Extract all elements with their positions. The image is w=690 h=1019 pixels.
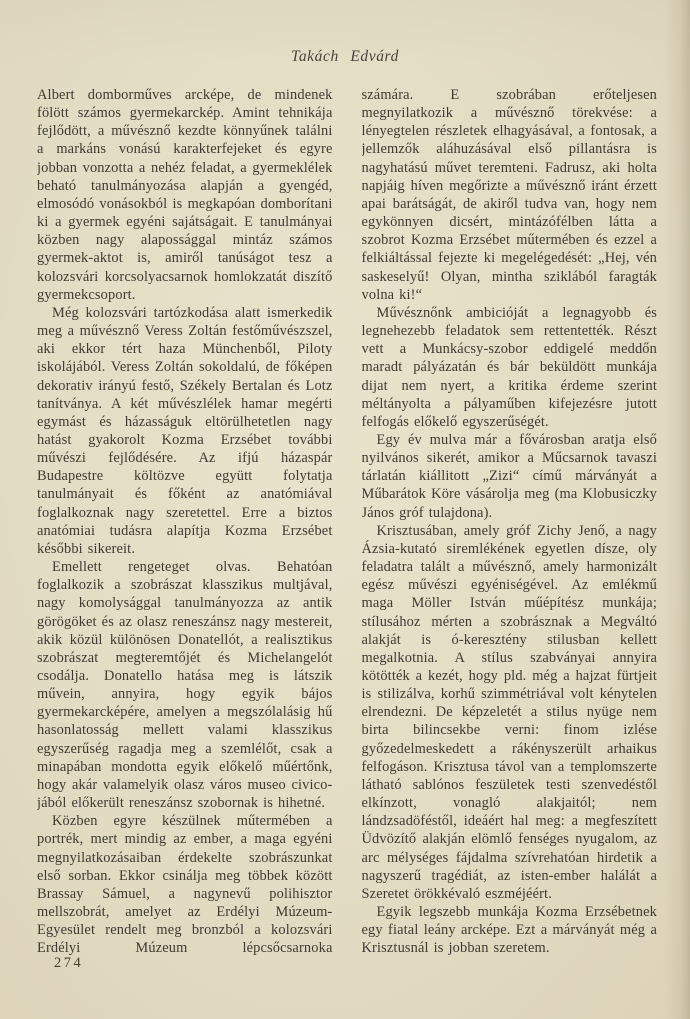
paragraph: Közben egyre készülnek műtermében a portrék, mert mindig az ember, a maga egyéni megnyilatkozásaiban érdekelte szobrászunkat első sorban. Ekkor csinálja meg többek között Brassay Sámuel, a nagynevű polihisztor mellszobrát, amelyet az Erdélyi Múzeum-Egyesület rendelt meg bronzból a kolozsvári Erdélyi Múzeum lépcsőcsarnoka [37, 813, 333, 957]
paragraph: számára. E szobrában erőteljesen megnyilatkozik a művésznő törekvése: a lényegtelen részletek elhagyásával, a fontosak, a jellemzők aláhuzásával első pillantásra is nagyhatású művet teremteni. Fadrusz, aki holta napjáig híven megőrizte a művésznő iránt érzett apai barátságát, de akiről tudva van, hogy nem egykönnyen dicsért, mintázófélben látta a szobrot Kozma Erzsébet műtermében és ezzel a felkiáltással fejezte ki megelégedését: „Hej, vén saskeselyű! Olyan, mintha sziklából faragták volna ki!“ [361, 87, 657, 303]
text-column-right [362, 86, 658, 963]
text-body [37, 86, 657, 963]
text-column-left [37, 86, 333, 963]
paragraph: Egyik legszebb munkája Kozma Erzsébetnek egy fiatal leány arcképe. Ezt a márványát még a Krisztusnál is jobban szeretem. [361, 904, 657, 957]
running-header: Takách Edvárd [291, 48, 399, 65]
paragraph: Egy év mulva már a fővárosban aratja első nyilvános sikerét, amikor a Műcsarnok tavaszi tárlatán kiállitott „Zizi“ című márványát a Műbarátok Köre vásárolja meg (ma Klobusiczky János gróf tulajdona). [361, 431, 657, 521]
paragraph: Még kolozsvári tartózkodása alatt ismerkedik meg a művésznő Veress Zoltán festőművészszel, aki ekkor tért haza Münchenből, Piloty iskolájából. Veress Zoltán sokoldalú, de főképen dekorativ irányú festő, Székely Bertalan és Lotz tanítványa. A két művészlélek hamar megérti egymást és házasságuk eltörülhetetlen nagy hatást gyakorolt Kozma Erzsébet további művészi fejlődésére. Az ifjú házaspár Budapestre költözve együtt folytatja tanulmányait és főként az anatómiával foglalkoznak nagy szeretettel. Erre a biztos anatómiai tudásra alapítja Kozma Erzsébet későbbi sikereit. [37, 304, 333, 557]
paragraph: Albert domborműves arcképe, de mindenek fölött számos gyermekarckép. Amint tehnikája fejlődött, a művésznő kezdte könnyűnek találni a markáns vonású karakterfejeket és egyre jobban vonzotta a nehéz feladat, a gyermeklélek beható tanulmányozása alapján a gyengéd, elmosódó vonásokból is megkapóan domborítani ki a gyermek egyéni sajátságait. E tanulmányai közben nagy alapossággal mintáz számos gyermek-aktot is, amiről tanúságot tesz a kolozsvári korcsolyacsarnok homlokzatát diszítő gyermekcsoport. [37, 87, 333, 303]
paragraph: Emellett rengeteget olvas. Behatóan foglalkozik a szobrászat klasszikus multjával, nagy komolysággal tanulmányozza az antik görögöket és az olasz reneszánsz nagy mestereit, akik közül különösen Donatellót, a realisztikus szobrászat megteremtőjét és Michelangelót csodálja. Donatello hatása meg is látszik művein, annyira, hogy egyik bájos gyermekarcképére, amelyen a megszólalásig hű hasonlatosság mellett valami klasszikus egyszerűség ragadja meg a szemlélőt, csak a minapában mondotta egyik előkelő műértőnk, hogy akár valamelyik olasz város museo civico-jából előkerült reneszánsz szobornak is hihetné. [37, 559, 333, 812]
paragraph: Krisztusában, amely gróf Zichy Jenő, a nagy Ázsia-kutató siremlékének egyetlen dísze, oly feladatra talált a művésznő, amely harmonizált egész művészi egyéniségével. Az emlékmű maga Möller István műépítész munkája; stílusához mérten a szobrásznak a Megváltó alakját is ó-keresztény stilusban kellett megalkotnia. A stílus szabványai annyira kötötték a kezét, hogy pld. még a hajzat fürtjeit is stilizálva, korhű szimmétriával volt kénytelen elrendezni. De képzeletét a stilus nyüge nem birta bilincsekbe verni: finom izlése győzedelmeskedett a rákényszerült arhaikus felfogáson. Krisztusa távol van a templomszerte látható sablónos feszületek testi szenvedéstől elkínzott, vonagló alakjaitól; nem lándzsadöféstől, ideáért hal meg: a megfeszített Üdvözítő alakján elömlő fenséges nyugalom, az arc mélységes fájdalma szívrehatóan hirdetik a nagyszerű tragédiát, az isten-ember halálát a Szeretet örökkévaló eszméjéért. [361, 522, 657, 902]
page-number: 274 [54, 955, 84, 971]
paragraph: Művésznőnk ambicióját a legnagyobb és legnehezebb feladatok sem rettentették. Részt vett a Munkácsy-szobor eddigelé meddőn maradt pályázatán és bár beküldött munkája dijat nem nyert, a kritika érdeme szerint méltányolta a pályaműben kifejezésre jutott felfogás előkelő egyszerűségét. [361, 304, 657, 430]
